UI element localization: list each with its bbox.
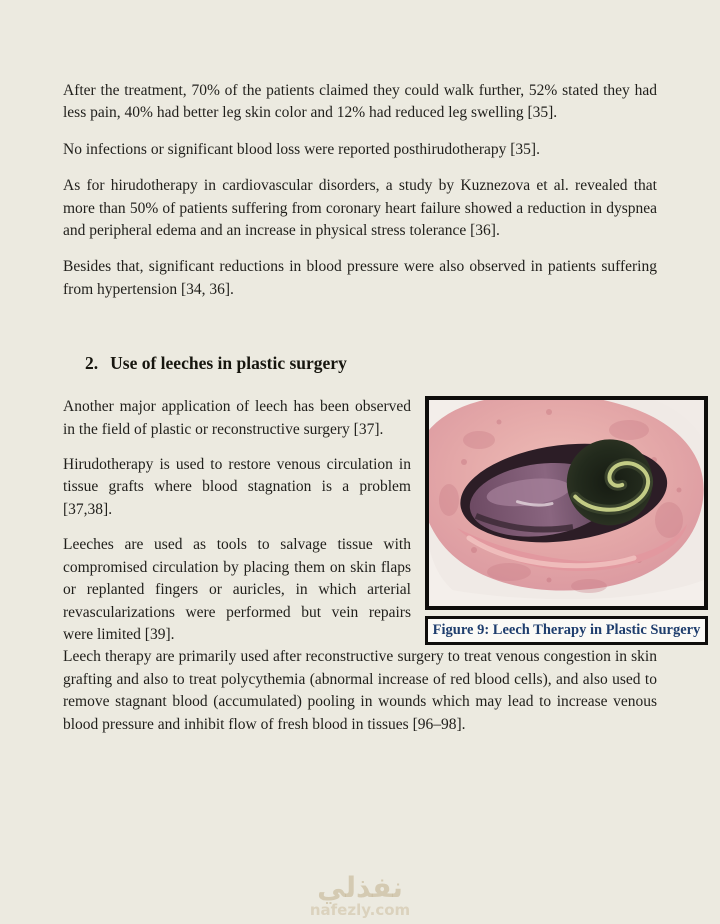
paragraph-blood-pressure: Besides that, significant reductions in blood pressure were also observed in patients suffering from hypertension [34, 36]. [63, 258, 657, 298]
figure-image-frame [425, 396, 708, 610]
paragraph-closing: Leech therapy are primarily used after reconstructive surgery to treat venous congestion in skin grafting and also to treat polycythemia (abnormal increase of red blood cells), and also used to remove stagnant blood (accumulated) pooling in wounds which may lead to increase venous blood pressure and inhibit flow of fresh blood in tissues [96–98]. [63, 648, 657, 733]
left-text-column [63, 396, 411, 646]
figure-caption: Figure 9: Leech Therapy in Plastic Surgery [425, 616, 708, 645]
paragraph-treatment-results: After the treatment, 70% of the patients claimed they could walk further, 52% stated they had less pain, 40% had better leg skin color and 12% had reduced leg swelling [35]. [63, 82, 657, 122]
paragraph-cardiovascular: As for hirudotherapy in cardiovascular disorders, a study by Kuznezova et al. revealed that more than 50% of patients suffering from coronary heart failure showed a reduction in dyspnea and peripheral edema and an increase in physical stress tolerance [36]. [63, 177, 657, 240]
page-content [63, 80, 701, 750]
figure-9-block [425, 396, 708, 645]
two-column-section [63, 396, 708, 646]
paragraph-salvage-tissue: Leeches are used as tools to salvage tissue with compromised circulation by placing them on skin flaps or replanted fingers or auricles, in which arterial revascularizations were performed but vein repairs were limited [39]. [63, 536, 411, 643]
paragraph-venous-circulation: Hirudotherapy is used to restore venous circulation in tissue grafts where blood stagnation is a problem [37,38]. [63, 456, 411, 518]
section-title: Use of leeches in plastic surgery [110, 353, 347, 374]
watermark [309, 871, 411, 919]
watermark-domain: nafezly.com [309, 901, 411, 919]
leech-wound-photo [429, 400, 704, 606]
paragraph-no-infections: No infections or significant blood loss were reported posthirudotherapy [35]. [63, 140, 540, 158]
watermark-arabic-logo: نفذلي [317, 871, 403, 904]
section-number: 2. [85, 353, 99, 374]
paragraph-plastic-application: Another major application of leech has been observed in the field of plastic or reconstructive surgery [37]. [63, 398, 411, 438]
section-heading [63, 353, 657, 374]
